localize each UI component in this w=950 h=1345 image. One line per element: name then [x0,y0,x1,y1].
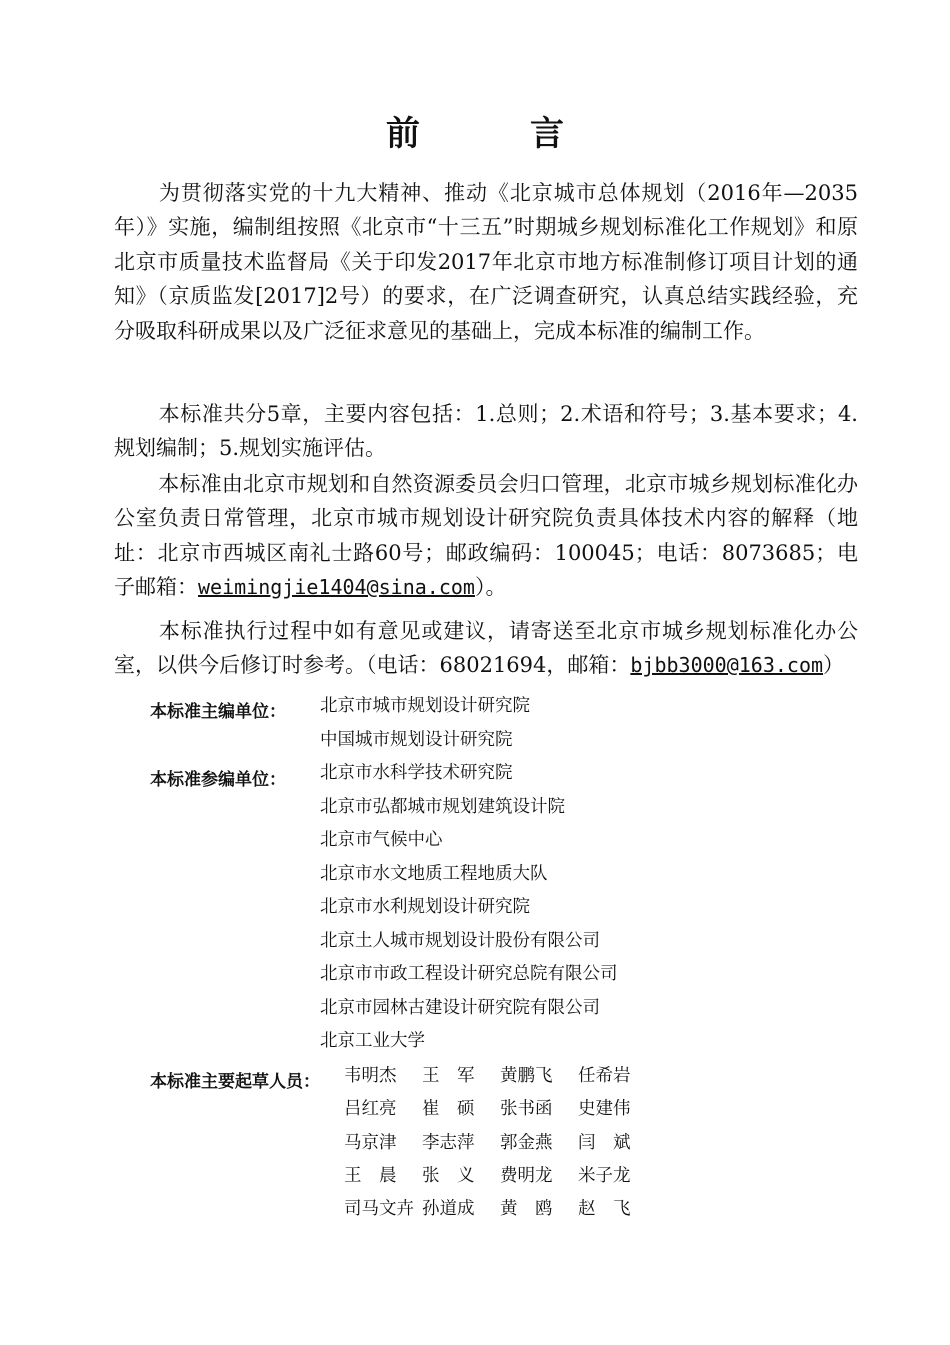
participating-unit-item: 北京工业大学 [320,1031,425,1051]
drafters-grid [344,1060,656,1226]
drafters-row [344,1127,656,1160]
participating-unit-item: 北京市弘都城市规划建筑设计院 [320,796,565,817]
drafter-name: 韦明杰 [344,1066,397,1086]
drafters-label: 本标准主要起草人员： [150,1072,320,1092]
participating-unit-item: 北京市市政工程设计研究总院有限公司 [320,964,618,984]
drafter-name: 张书函 [500,1099,553,1120]
drafter-name: 李志萍 [422,1132,475,1153]
participating-unit-item: 北京市园林古建设计研究院有限公司 [320,997,600,1018]
drafter-name: 黄 鸥 [500,1199,553,1220]
drafter-name: 马京津 [344,1132,397,1153]
preface-paragraph-2 [114,397,858,466]
participating-unit-item: 北京市水利规划设计研究院 [320,897,530,917]
preface-paragraph-3-text: 本标准由北京市规划和自然资源委员会归口管理，北京市城乡规划标准化办公室负责日常管理，北京市城市规划设计研究院负责具体技术内容的解释（地址：北京市西城区南礼士路60号；邮政编码：100045；电话：8073685；电子邮箱： [114,472,858,600]
drafter-name: 史建伟 [578,1099,631,1120]
chief-units-list [320,690,530,757]
drafter-name: 任希岩 [578,1066,631,1086]
participating-unit-item: 北京市气候中心 [320,830,443,850]
chief-unit-item: 北京市城市规划设计研究院 [320,696,530,716]
drafters-row [344,1193,656,1226]
preface-paragraph-3-end: ）。 [474,575,507,600]
preface-paragraph-4 [114,614,858,683]
participating-unit-item: 北京市水科学技术研究院 [320,763,513,783]
preface-paragraph-2-text: 本标准共分5章，主要内容包括：1.总则；2.术语和符号；3.基本要求；4.规划编制；5.规划实施评估。 [114,402,858,461]
drafter-name: 王 晨 [344,1165,397,1186]
drafters-row [344,1093,656,1126]
drafter-name: 吕红亮 [344,1099,397,1120]
drafter-name: 王 军 [422,1066,475,1086]
drafters-row [344,1060,656,1093]
participating-unit-item: 北京土人城市规划设计股份有限公司 [320,930,600,951]
drafter-name: 赵 飞 [578,1199,631,1220]
drafter-name: 崔 硕 [422,1099,475,1120]
contact-email-link[interactable]: weimingjie1404@sina.com [198,575,475,600]
chief-units-label: 本标准主编单位： [150,702,286,722]
preface-paragraph-3 [114,467,858,605]
drafter-name: 司马文卉 [344,1199,414,1220]
preface-paragraph-1 [114,176,858,348]
drafter-name: 黄鹏飞 [500,1066,553,1086]
participating-units-label: 本标准参编单位： [150,770,286,790]
page-title: 前 言 [386,114,602,154]
drafter-name: 米子龙 [578,1165,631,1186]
preface-paragraph-1-text: 为贯彻落实党的十九大精神、推动《北京城市总体规划（2016年—2035年）》实施，编制组按照《北京市“十三五”时期城乡规划标准化工作规划》和原北京市质量技术监督局《关于印发2017年北京市地方标准制修订项目计划的通知》（京质监发[2017]2号）的要求，在广泛调查研究，认真总结实践经验，充分吸取科研成果以及广泛征求意见的基础上，完成本标准的编制工作。 [114,181,858,343]
preface-paragraph-4-end: ） [823,653,845,678]
drafter-name: 孙道成 [422,1199,475,1220]
participating-unit-item: 北京市水文地质工程地质大队 [320,863,548,884]
chief-unit-item: 中国城市规划设计研究院 [320,729,513,750]
drafters-row [344,1160,656,1193]
participating-units-list [320,757,618,1059]
drafter-name: 费明龙 [500,1165,553,1186]
drafter-name: 张 义 [422,1165,475,1186]
preface-paragraph-4-text: 本标准执行过程中如有意见或建议，请寄送至北京市城乡规划标准化办公室，以供今后修订时参考。（电话：68021694，邮箱： [114,619,858,678]
feedback-email-link[interactable]: bjbb3000@163.com [630,653,824,678]
drafter-name: 闫 斌 [578,1132,631,1153]
drafter-name: 郭金燕 [500,1132,553,1153]
